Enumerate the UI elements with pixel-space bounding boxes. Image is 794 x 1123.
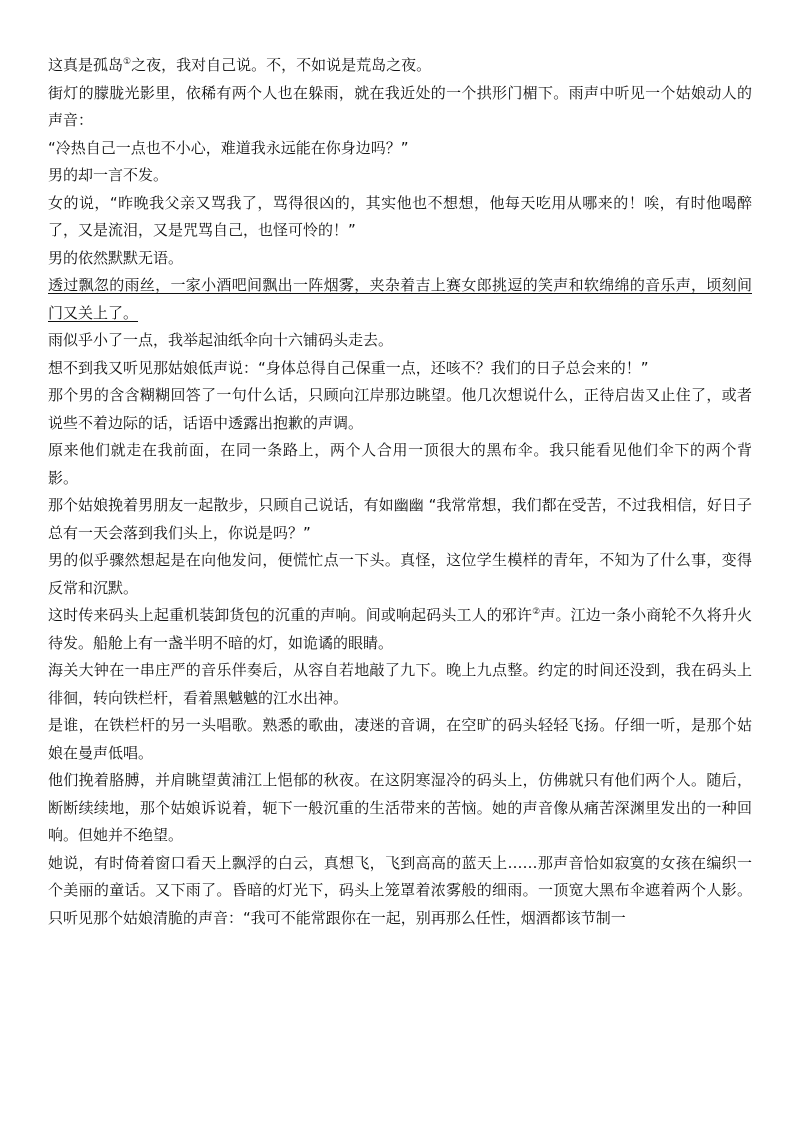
paragraph-16: 是谁，在铁栏杆的另一头唱歌。熟悉的歌曲，凄迷的音调，在空旷的码头轻轻飞扬。仔细一听，是那个姑娘在曼声低唱。 [48, 716, 752, 762]
paragraph-4: 男的却一言不发。 [48, 166, 169, 184]
paragraph-10: 那个男的含含糊糊回答了一句什么话，只顾向江岸那边眺望。他几次想说什么，正待启齿又止住了，或者说些不着边际的话，话语中透露出抱歉的声调。 [48, 386, 752, 432]
paragraph-17: 他们挽着胳膊，并肩眺望黄浦江上悒郁的秋夜。在这阴寒湿冷的码头上，仿佛就只有他们两个人。随后，断断续续地，那个姑娘诉说着，轭下一般沉重的生活带来的苦恼。她的声音像从痛苦深渊里发出的一种回响。但她并不绝望。 [48, 771, 752, 844]
paragraph-6: 男的依然默默无语。 [48, 248, 184, 267]
paragraph-14 [48, 602, 752, 657]
paragraph-18: 她说，有时倚着窗口看天上飘浮的白云，真想飞，飞到高高的蓝天上……那声音恰如寂寞的女孩在编织一个美丽的童话。又下雨了。昏暗的灯光下，码头上笼罩着浓雾般的细雨。一顶宽大黑布伞遮着两个人影。只听见那个姑娘清脆的声音：“我可不能常跟你在一起，别再那么任性，烟酒都该节制一 [48, 853, 752, 927]
paragraph-9: 想不到我又听见那姑娘低声说：“身体总得自己保重一点，还咳不？我们的日子总会来的！” [48, 358, 649, 377]
paragraph-5: 女的说，“昨晚我父亲又骂我了，骂得很凶的，其实他也不想想，他每天吃用从哪来的！唉，有时他喝醉了，又是流泪，又是咒骂自己，也怪可怜的！” [48, 193, 752, 239]
paragraph-text: 之夜，我对自己说。不，不如说是荒岛之夜。 [131, 56, 432, 74]
footnote-marker-2: ② [532, 607, 541, 617]
paragraph-11: 原来他们就走在我前面，在同一条路上，两个人合用一顶很大的黑布伞。我只能看见他们伞下的两个背影。 [48, 441, 752, 487]
underlined-paragraph: 透过飘忽的雨丝，一家小酒吧间飘出一阵烟雾，夹杂着吉上赛女郎挑逗的笑声和软绵绵的音乐声，顷刻间门又关上了。 [48, 276, 752, 322]
paragraph-8: 雨似乎小了一点，我举起油纸伞向十六铺码头走去。 [48, 331, 394, 349]
paragraph-13: 男的似乎骤然想起是在向他发问，便慌忙点一下头。真怪，这位学生模样的青年，不知为了什么事，变得反常和沉默。 [48, 551, 752, 597]
paragraph-1 [48, 52, 752, 80]
paragraph-12: 那个姑娘挽着男朋友一起散步，只顾自己说话，有如幽幽 “我常常想，我们都在受苦，不过我相信，好日子总有一天会落到我们头上，你说是吗？” [48, 496, 752, 542]
paragraph-3: “冷热自己一点也不小心，难道我永远能在你身边吗？” [48, 138, 409, 157]
paragraph-15: 海关大钟在一串庄严的音乐伴奏后，从容自若地敲了九下。晚上九点整。约定的时间还没到，我在码头上徘徊，转向铁栏杆，看着黑魆魆的江水出神。 [48, 661, 752, 707]
paragraph-text: 声。江边一条小商轮不久将升火待发。船舱上有一盏半明不暗的灯，如诡谲的眼睛。 [48, 606, 752, 652]
paragraph-text: 这真是孤岛 [48, 56, 124, 74]
document-page [48, 52, 752, 932]
paragraph-2: 街灯的朦胧光影里，依稀有两个人也在躲雨，就在我近处的一个拱形门楣下。雨声中听见一个姑娘动人的声音： [48, 83, 752, 129]
paragraph-text: 这时传来码头上起重机装卸货包的沉重的声响。间或响起码头工人的邪许 [48, 606, 533, 624]
footnote-marker-1: ① [123, 57, 132, 67]
